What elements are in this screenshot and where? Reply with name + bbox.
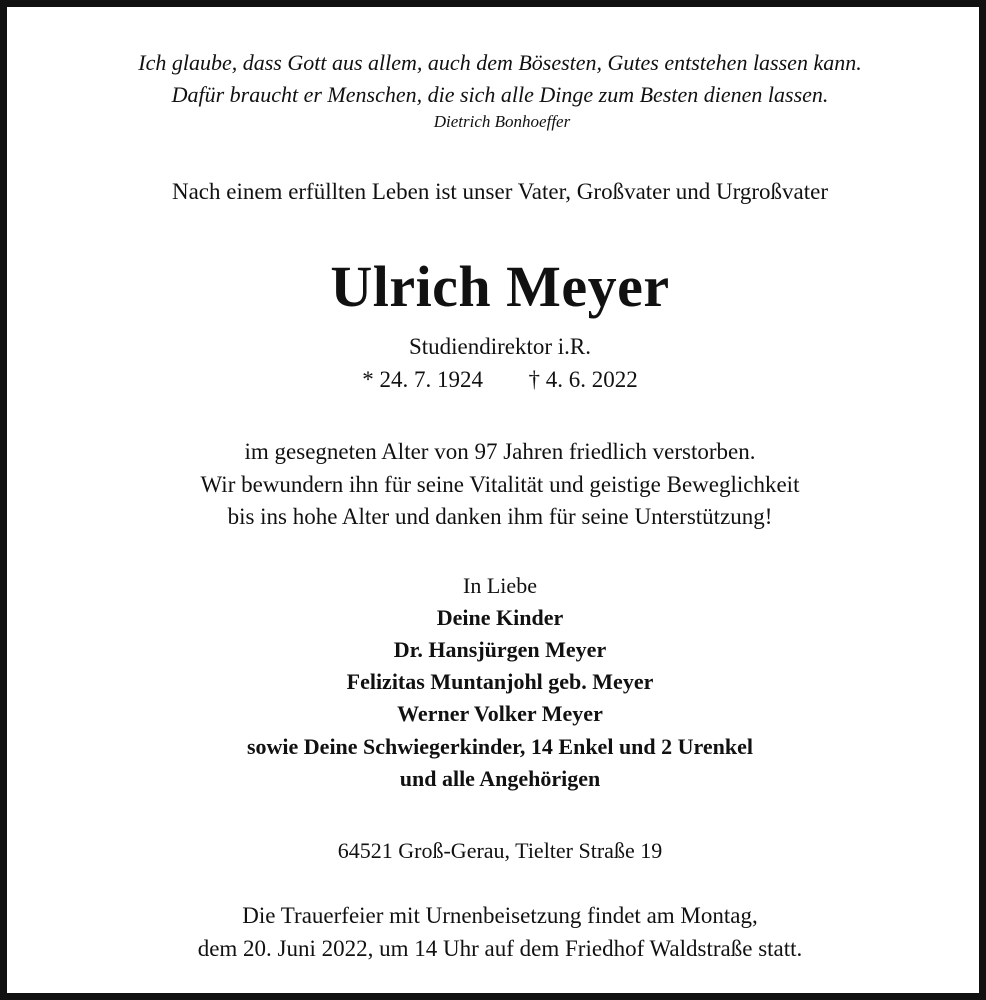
death-date: † 4. 6. 2022 [528, 367, 638, 392]
birth-date: * 24. 7. 1924 [362, 367, 483, 392]
address: 64521 Groß-Gerau, Tielter Straße 19 [337, 838, 663, 863]
mourner-line-4: Werner Volker Meyer [397, 701, 603, 726]
intro-text: Nach einem erfüllten Leben ist unser Vater, Großvater und Urgroßvater [171, 179, 829, 204]
mourner-line-3: Felizitas Muntanjohl geb. Meyer [346, 669, 654, 694]
quote-author: Dietrich Bonhoeffer [433, 112, 571, 131]
mourner-line-6: und alle Angehörigen [399, 766, 601, 791]
mourner-line-1: Deine Kinder [436, 605, 564, 630]
deceased-title: Studiendirektor i.R. [408, 334, 592, 359]
deceased-name: Ulrich Meyer [330, 254, 670, 319]
message-line-3: bis ins hohe Alter und danken ihm für seine Unterstützung! [227, 504, 773, 529]
quote-line-2: Dafür braucht er Menschen, die sich alle Dinge zum Besten dienen lassen. [171, 82, 829, 107]
signoff: In Liebe [463, 573, 537, 598]
message-line-2: Wir bewundern ihn für seine Vitalität und geistige Beweglichkeit [200, 472, 800, 497]
mourner-line-2: Dr. Hansjürgen Meyer [393, 637, 607, 662]
mourner-line-5: sowie Deine Schwiegerkinder, 14 Enkel und 2 Urenkel [246, 734, 754, 759]
life-dates [7, 367, 986, 393]
quote-line-1: Ich glaube, dass Gott aus allem, auch dem Bösesten, Gutes entstehen lassen kann. [138, 50, 862, 75]
message-line-1: im gesegneten Alter von 97 Jahren friedlich verstorben. [244, 439, 756, 464]
service-line-2: dem 20. Juni 2022, um 14 Uhr auf dem Friedhof Waldstraße statt. [197, 936, 803, 961]
service-line-1: Die Trauerfeier mit Urnenbeisetzung findet am Montag, [242, 903, 758, 928]
